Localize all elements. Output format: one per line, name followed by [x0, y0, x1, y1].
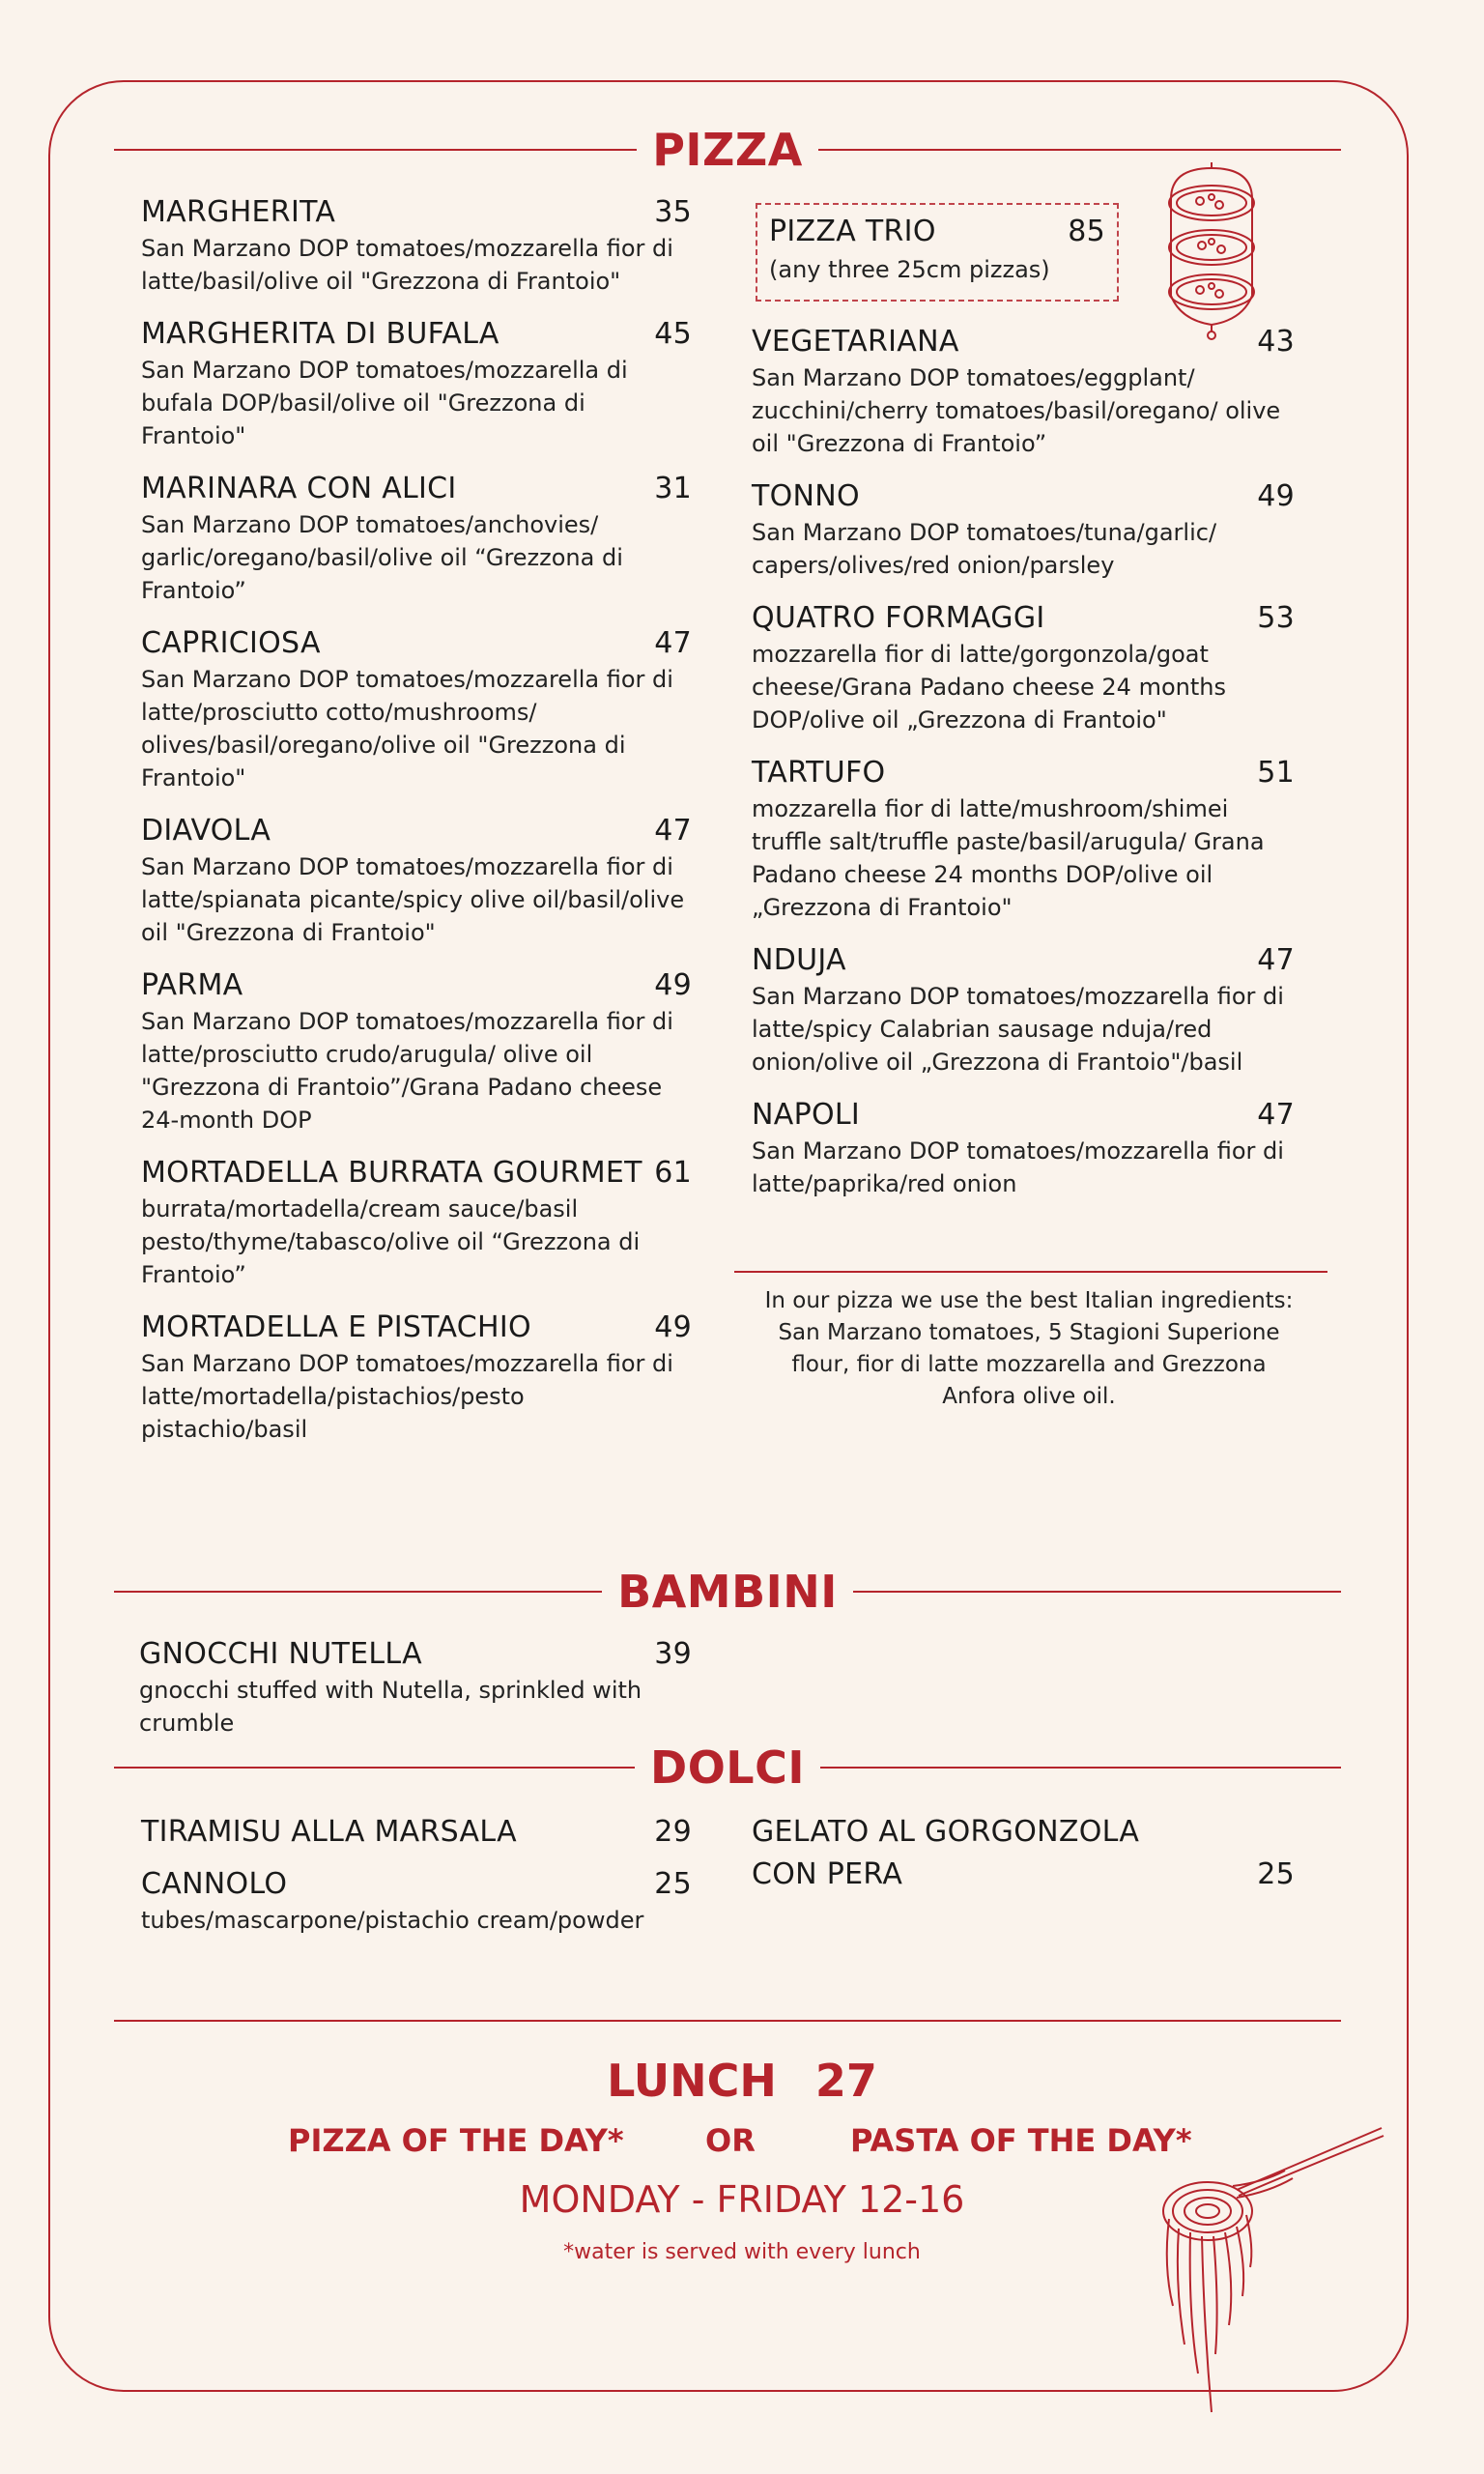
- item-price: 47: [1257, 1098, 1295, 1132]
- item-price: 85: [1068, 215, 1105, 248]
- item-desc: San Marzano DOP tomatoes/mozzarella fior di latte/mortadella/pistachios/pesto pistachio/basil: [141, 1350, 673, 1443]
- menu-item: [141, 1815, 692, 1850]
- item-price: 39: [654, 1637, 692, 1671]
- item-name: TIRAMISU ALLA MARSALA: [141, 1815, 517, 1849]
- item-name: MORTADELLA BURRATA GOURMET: [141, 1156, 642, 1190]
- lunch-option-pizza: PIZZA OF THE DAY*: [288, 2122, 624, 2159]
- menu-item: [752, 601, 1295, 736]
- pizza-title: PIZZA: [652, 124, 803, 176]
- menu-item: [141, 968, 692, 1136]
- pizza-right-column: [752, 325, 1295, 1220]
- item-price: 47: [654, 814, 692, 848]
- menu-item: [752, 1815, 1295, 1892]
- dolci-left-column: [141, 1815, 692, 1956]
- menu-item: [141, 1310, 692, 1446]
- item-price: 29: [654, 1815, 692, 1849]
- menu-item: [141, 1156, 692, 1291]
- item-desc: burrata/mortadella/cream sauce/basil pesto/thyme/tabasco/olive oil “Grezzona di Frantoio”: [141, 1195, 641, 1288]
- item-name: VEGETARIANA: [752, 325, 959, 359]
- divider: [114, 2020, 1341, 2022]
- divider: [853, 1591, 1341, 1593]
- divider: [114, 149, 637, 151]
- menu-item: [141, 195, 692, 298]
- bambini-section-header: [114, 1566, 1341, 1618]
- item-desc: mozzarella fior di latte/gorgonzola/goat cheese/Grana Padano cheese 24 months DOP/olive oil „Grezzona di Frantoio": [752, 641, 1226, 734]
- ingredients-note: In our pizza we use the best Italian ingredients: San Marzano tomatoes, 5 Stagioni Superione flour, fior di latte mozzarella and Grezzona Anfora olive oil.: [764, 1288, 1294, 1409]
- item-price: 51: [1257, 756, 1295, 790]
- item-price: 53: [1257, 601, 1295, 635]
- item-desc: San Marzano DOP tomatoes/anchovies/ garlic/oregano/basil/olive oil “Grezzona di Frantoio”: [141, 511, 623, 604]
- item-desc: mozzarella fior di latte/mushroom/shimei truffle salt/truffle paste/basil/arugula/ Grana Padano cheese 24 months DOP/olive oil „Grezzona di Frantoio": [752, 795, 1265, 921]
- item-desc: San Marzano DOP tomatoes/mozzarella fior di latte/paprika/red onion: [752, 1137, 1284, 1197]
- item-name: PIZZA TRIO: [769, 215, 936, 248]
- lunch-price: 27: [814, 2055, 877, 2107]
- item-price: 49: [1257, 479, 1295, 513]
- menu-item: [752, 479, 1295, 582]
- item-desc: San Marzano DOP tomatoes/mozzarella fior di latte/basil/olive oil "Grezzona di Frantoio": [141, 235, 673, 295]
- menu-item: [752, 1098, 1295, 1200]
- dolci-title: DOLCI: [650, 1741, 805, 1794]
- item-name: CON PERA: [752, 1857, 903, 1891]
- divider: [820, 1767, 1341, 1769]
- menu-item: [752, 756, 1295, 924]
- menu-item: [141, 472, 692, 607]
- divider: [734, 1271, 1327, 1273]
- item-name: CAPRICIOSA: [141, 626, 321, 660]
- pizza-left-column: [141, 195, 692, 1465]
- item-desc: San Marzano DOP tomatoes/mozzarella fior di latte/spicy Calabrian sausage nduja/red onion/olive oil „Grezzona di Frantoio"/basil: [752, 983, 1284, 1076]
- item-name: MORTADELLA E PISTACHIO: [141, 1310, 531, 1344]
- item-name: TONNO: [752, 479, 860, 513]
- spaghetti-fork-icon: [1140, 2122, 1391, 2428]
- menu-item: [752, 325, 1295, 460]
- lunch-or: OR: [705, 2122, 756, 2159]
- item-desc: San Marzano DOP tomatoes/mozzarella di bufala DOP/basil/olive oil "Grezzona di Frantoio": [141, 357, 628, 449]
- item-name: QUATRO FORMAGGI: [752, 601, 1045, 635]
- menu-item: [139, 1637, 738, 1740]
- dolci-section-header: [114, 1741, 1341, 1794]
- pizza-stand-icon: [1152, 160, 1285, 340]
- item-price: 31: [654, 472, 692, 505]
- lunch-label: LUNCH: [607, 2055, 777, 2107]
- item-desc: gnocchi stuffed with Nutella, sprinkled with crumble: [139, 1677, 642, 1737]
- item-name: DIAVOLA: [141, 814, 271, 848]
- menu-item: [141, 814, 692, 949]
- divider: [114, 1591, 602, 1593]
- menu-item: [141, 626, 692, 794]
- item-desc: San Marzano DOP tomatoes/mozzarella fior di latte/prosciutto cotto/mushrooms/ olives/basil/oregano/olive oil "Grezzona di Frantoio": [141, 666, 673, 791]
- lunch-option-pasta: PASTA OF THE DAY*: [850, 2122, 1192, 2159]
- item-name: MARINARA CON ALICI: [141, 472, 457, 505]
- item-name: NAPOLI: [752, 1098, 861, 1132]
- item-price: 49: [654, 968, 692, 1002]
- item-name: NDUJA: [752, 943, 846, 977]
- divider: [818, 149, 1341, 151]
- item-name: GNOCCHI NUTELLA: [139, 1637, 422, 1671]
- menu-item: [141, 317, 692, 452]
- item-price: 47: [654, 626, 692, 660]
- divider: [114, 1767, 635, 1769]
- item-name: CANNOLO: [141, 1867, 288, 1901]
- item-name: GELATO AL GORGONZOLA: [752, 1815, 1140, 1849]
- item-desc: San Marzano DOP tomatoes/eggplant/ zucchini/cherry tomatoes/basil/oregano/ olive oil "Grezzona di Frantoio”: [752, 364, 1281, 457]
- item-price: 25: [654, 1867, 692, 1901]
- item-desc: (any three 25cm pizzas): [769, 256, 1050, 283]
- lunch-footnote: *water is served with every lunch: [563, 2240, 921, 2264]
- menu-item: [752, 943, 1295, 1079]
- menu-item: [141, 1867, 692, 1937]
- item-price: 61: [654, 1156, 692, 1190]
- item-name: MARGHERITA: [141, 195, 336, 229]
- item-price: 49: [654, 1310, 692, 1344]
- item-name: MARGHERITA DI BUFALA: [141, 317, 499, 351]
- item-price: 45: [654, 317, 692, 351]
- item-price: 35: [654, 195, 692, 229]
- lunch-title: [0, 2055, 1484, 2107]
- item-name: TARTUFO: [752, 756, 886, 790]
- dolci-right-column: [752, 1815, 1295, 1912]
- item-name: PARMA: [141, 968, 243, 1002]
- lunch-hours: MONDAY - FRIDAY 12-16: [519, 2178, 965, 2221]
- item-desc: San Marzano DOP tomatoes/tuna/garlic/ capers/olives/red onion/parsley: [752, 519, 1217, 579]
- bambini-title: BAMBINI: [617, 1566, 838, 1618]
- item-price: 43: [1257, 325, 1295, 359]
- pizza-trio-box: [756, 203, 1119, 302]
- item-desc: San Marzano DOP tomatoes/mozzarella fior di latte/prosciutto crudo/arugula/ olive oil "Grezzona di Frantoio”/Grana Padano cheese 24-month DOP: [141, 1008, 673, 1134]
- item-desc: tubes/mascarpone/pistachio cream/powder: [141, 1907, 644, 1934]
- item-price: 47: [1257, 943, 1295, 977]
- item-price: 25: [1257, 1857, 1295, 1891]
- item-desc: San Marzano DOP tomatoes/mozzarella fior di latte/spianata picante/spicy olive oil/basil/olive oil "Grezzona di Frantoio": [141, 853, 685, 946]
